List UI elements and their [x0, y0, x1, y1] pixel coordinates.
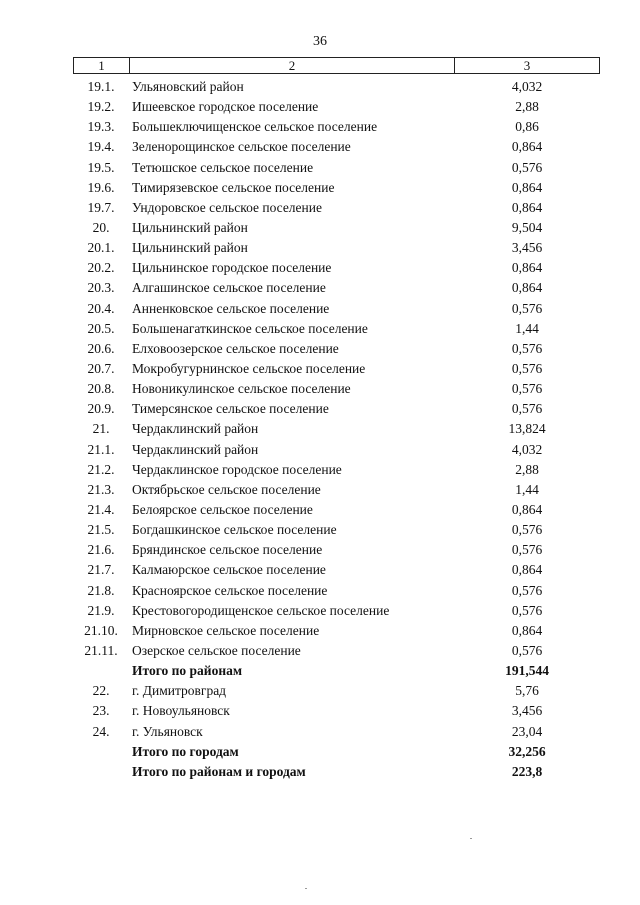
row-value: 0,576: [511, 522, 543, 538]
row-name: Ульяновский район: [132, 79, 244, 94]
row-value: 9,504: [511, 219, 543, 235]
row-number: 21.1.: [87, 441, 115, 457]
row-name: Зеленорощинское сельское поселение: [132, 139, 351, 155]
row-name: Тимирязевское сельское поселение: [132, 179, 335, 195]
row-value: 0,864: [511, 179, 543, 195]
row-number: 21.4.: [87, 501, 115, 517]
row-number: [73, 762, 129, 782]
table-row: [73, 218, 600, 238]
row-name: Итого по районам и городам: [132, 763, 306, 779]
table-row: [73, 158, 600, 178]
row-number: [73, 742, 129, 762]
header-col-1: 1: [74, 58, 130, 73]
row-name: Крестовогородищенское сельское поселение: [132, 602, 390, 618]
row-number: 20.2.: [87, 260, 115, 276]
row-value: 32,256: [508, 743, 546, 759]
table-row: [73, 339, 600, 359]
row-name: Октябрьское сельское поселение: [132, 481, 321, 497]
row-value: 23,04: [511, 723, 543, 739]
table-row: [73, 379, 600, 399]
table-row: [73, 97, 600, 117]
row-value: 0,576: [511, 642, 543, 658]
row-number: 21.2.: [87, 461, 115, 477]
table-row: [73, 198, 600, 218]
scan-speck: [305, 888, 307, 889]
row-value: 0,576: [511, 582, 543, 598]
row-number: 19.3.: [87, 119, 115, 135]
row-name: Большенагаткинское сельское поселение: [132, 320, 368, 336]
row-value: 1,44: [515, 481, 539, 497]
row-value: 0,576: [511, 602, 543, 618]
row-number: 19.6.: [87, 179, 115, 195]
table-header: [73, 57, 600, 74]
row-value: 5,76: [515, 683, 539, 699]
row-number: 22.: [92, 683, 110, 699]
row-number: 20.: [92, 219, 110, 235]
table-row: [73, 238, 600, 258]
row-name: Калмаюрское сельское поселение: [132, 562, 326, 578]
row-name: Цильнинский район: [132, 219, 248, 235]
row-name: Мокробугурнинское сельское поселение: [132, 360, 366, 376]
row-name: Цильнинское городское поселение: [132, 260, 332, 276]
row-name: Анненковское сельское поселение: [132, 300, 330, 316]
table-row: [73, 299, 600, 319]
row-number: 20.4.: [87, 300, 115, 316]
table-row: [73, 258, 600, 278]
row-value: 1,44: [515, 320, 539, 336]
row-number: 20.1.: [87, 240, 115, 256]
scan-speck: [470, 838, 472, 839]
table-row: [73, 117, 600, 137]
table-row: [73, 520, 600, 540]
table-row: [73, 701, 600, 721]
table-row: [73, 440, 600, 460]
row-value: 0,864: [511, 199, 543, 215]
table-row: [73, 399, 600, 419]
table-row: [73, 560, 600, 580]
row-name: Елховоозерское сельское поселение: [132, 340, 339, 356]
table-row: [73, 137, 600, 157]
row-name: Итого по районам: [132, 663, 243, 679]
row-value: 0,576: [511, 159, 543, 175]
table-row: [73, 278, 600, 298]
row-name: Мирновское сельское поселение: [132, 622, 320, 638]
row-name: Озерское сельское поселение: [132, 642, 301, 658]
row-value: 191,544: [505, 663, 549, 679]
row-name: Чердаклинский район: [132, 441, 259, 457]
row-value: 3,456: [511, 703, 543, 719]
table-row: [73, 319, 600, 339]
table-row: [73, 460, 600, 480]
row-name: г. Новоульяновск: [132, 703, 230, 719]
row-number: 20.3.: [87, 280, 115, 296]
row-name: Алгашинское сельское поселение: [132, 280, 326, 296]
table-row: [73, 581, 600, 601]
row-value: 0,864: [511, 139, 543, 155]
row-name: Тетюшское сельское поселение: [132, 159, 314, 175]
row-name: Чердаклинский район: [132, 421, 259, 437]
row-name: Белоярское сельское поселение: [132, 501, 313, 517]
table-row: [73, 419, 600, 439]
row-number: 20.6.: [87, 340, 115, 356]
row-number: 19.1.: [87, 79, 115, 94]
row-number: 21.5.: [87, 522, 115, 538]
row-value: 0,864: [511, 280, 543, 296]
table-row: [73, 722, 600, 742]
row-number: 21.: [92, 421, 110, 437]
row-number: 21.9.: [87, 602, 115, 618]
row-value: 0,576: [511, 340, 543, 356]
row-value: 2,88: [515, 461, 539, 477]
row-value: 4,032: [511, 441, 543, 457]
table-row: [73, 480, 600, 500]
row-value: 0,576: [511, 401, 543, 417]
row-value: 0,86: [515, 119, 539, 135]
row-number: 21.8.: [87, 582, 115, 598]
row-value: 0,864: [511, 260, 543, 276]
table-row: [73, 601, 600, 621]
row-value: 4,032: [511, 79, 543, 94]
header-col-2: 2: [130, 58, 455, 73]
row-number: 20.8.: [87, 381, 115, 397]
row-name: Бряндинское сельское поселение: [132, 542, 323, 558]
row-value: 0,864: [511, 562, 543, 578]
row-number: 19.2.: [87, 99, 115, 115]
row-name: Чердаклинское городское поселение: [132, 461, 342, 477]
table-row: [73, 540, 600, 560]
row-number: 21.3.: [87, 481, 115, 497]
total-row: [73, 742, 600, 762]
table-row: [73, 77, 600, 97]
row-number: 21.11.: [84, 642, 118, 658]
row-value: 2,88: [515, 99, 539, 115]
row-name: Итого по городам: [132, 743, 239, 759]
row-value: 0,576: [511, 360, 543, 376]
row-value: 0,576: [511, 381, 543, 397]
header-col-3: 3: [523, 58, 531, 73]
row-number: 20.7.: [87, 360, 115, 376]
row-number: 21.7.: [87, 562, 115, 578]
row-name: Ундоровское сельское поселение: [132, 199, 322, 215]
row-number: 19.4.: [87, 139, 115, 155]
row-number: 20.5.: [87, 320, 115, 336]
row-number: 23.: [92, 703, 110, 719]
page-number: 36: [313, 34, 327, 49]
table-row: [73, 178, 600, 198]
row-name: Новоникулинское сельское поселение: [132, 381, 351, 397]
row-value: 0,864: [511, 622, 543, 638]
row-name: Большеключищенское сельское поселение: [132, 119, 378, 135]
row-value: 0,576: [511, 300, 543, 316]
row-number: [73, 661, 129, 681]
row-value: 3,456: [511, 240, 543, 256]
row-number: 24.: [92, 723, 110, 739]
row-name: г. Димитровград: [132, 683, 227, 699]
row-number: 21.10.: [84, 622, 118, 638]
row-value: 223,8: [511, 763, 543, 779]
row-name: Цильнинский район: [132, 240, 248, 256]
row-value: 13,824: [508, 421, 546, 437]
table-row: [73, 359, 600, 379]
table-row: [73, 641, 600, 661]
table-row: [73, 621, 600, 641]
row-value: 0,576: [511, 542, 543, 558]
row-name: Ишеевское городское поселение: [132, 99, 319, 115]
row-name: Тимерсянское сельское поселение: [132, 401, 329, 417]
row-number: 20.9.: [87, 401, 115, 417]
row-number: 19.5.: [87, 159, 115, 175]
table-body: [73, 77, 600, 782]
row-number: 21.6.: [87, 542, 115, 558]
row-name: Красноярское сельское поселение: [132, 582, 328, 598]
table-row: [73, 681, 600, 701]
row-name: Богдашкинское сельское поселение: [132, 522, 337, 538]
row-value: 0,864: [511, 501, 543, 517]
table-row: [73, 500, 600, 520]
row-number: 19.7.: [87, 199, 115, 215]
total-row: [73, 661, 600, 681]
total-row: [73, 762, 600, 782]
row-name: г. Ульяновск: [132, 723, 203, 739]
